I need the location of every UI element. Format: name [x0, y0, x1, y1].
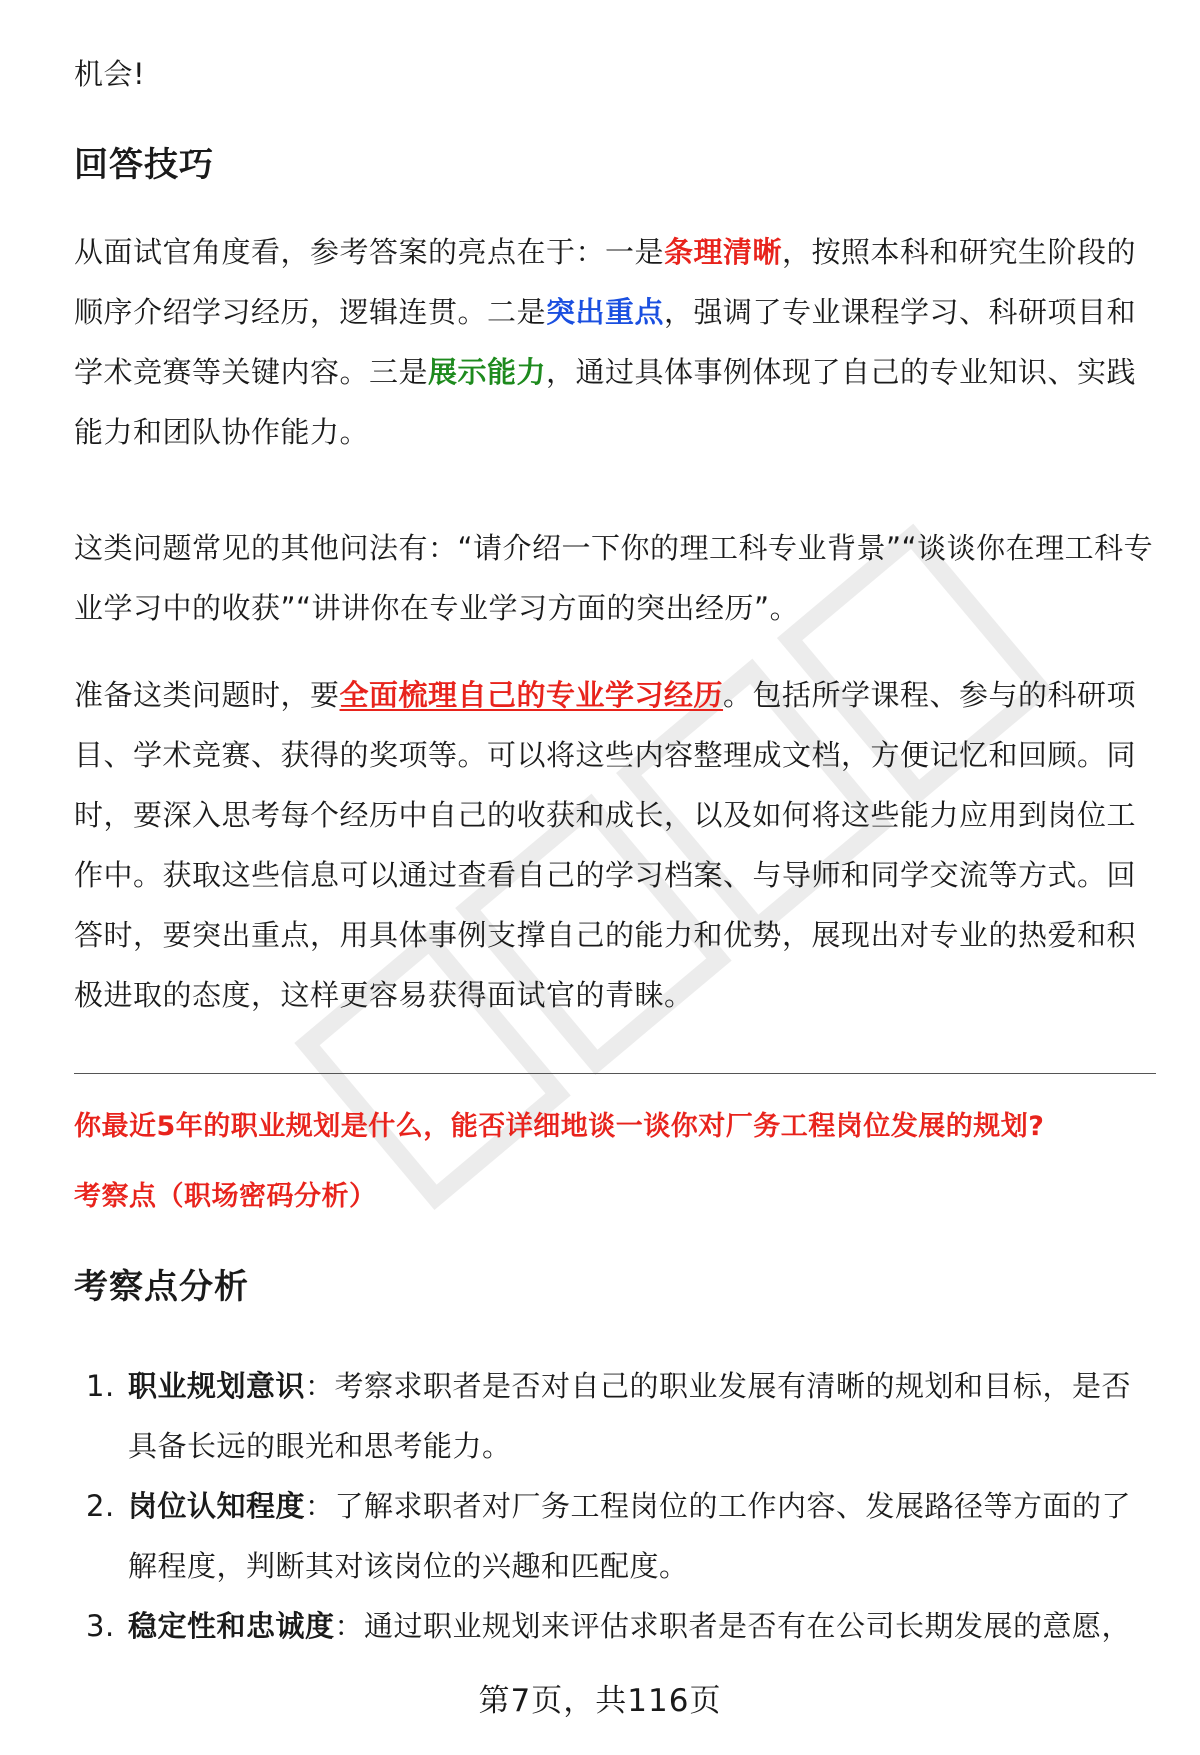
para-text: ，按照本科和研究生阶段的顺序介绍学习经历，逻辑连贯。二是	[74, 235, 1137, 329]
tips-paragraph-2: 这类问题常见的其他问法有：“请介绍一下你的理工科专业背景”“谈谈你在理工科专业学习中的收获”“讲讲你在专业学习方面的突出经历”。	[74, 531, 1154, 625]
list-term: 岗位认知程度	[128, 1489, 306, 1523]
para-text: ，强调了专业课程学习、科研项目和学术竞赛等关键内容。三是	[74, 295, 1137, 389]
divider	[74, 1073, 1156, 1074]
list-number: 3.	[86, 1609, 115, 1643]
list-text: ：了解求职者对厂务工程岗位的工作内容、发展路径等方面的了解程度，判断其对该岗位的兴趣和匹配度。	[128, 1489, 1132, 1583]
section-heading-analysis: 考察点分析	[74, 1267, 249, 1307]
highlight-clear-logic: 条理清晰	[664, 235, 783, 269]
para-text: 从面试官角度看，参考答案的亮点在于：一是	[74, 235, 665, 269]
analysis-list	[74, 1356, 1154, 1656]
list-item	[74, 1476, 1154, 1596]
list-text: ：通过职业规划来评估求职者是否有在公司长期发展的意愿，	[334, 1609, 1132, 1643]
para-text: ，通过具体事例体现了自己的专业知识、实践能力和团队协作能力。	[74, 355, 1137, 449]
tips-paragraph-1	[74, 222, 1154, 462]
list-item	[74, 1596, 1154, 1656]
continued-text: 机会!	[74, 57, 146, 91]
tips-paragraph-3	[74, 665, 1154, 1025]
highlight-show-ability: 展示能力	[428, 355, 547, 389]
list-number: 2.	[86, 1489, 115, 1523]
para-text: 。包括所学课程、参与的科研项目、学术竞赛、获得的奖项等。可以将这些内容整理成文档，方便记忆和回顾。同时，要深入思考每个经历中自己的收获和成长，以及如何将这些能力应用到岗位工作中。获取这些信息可以通过查看自己的学习档案、与导师和同学交流等方式。回答时，要突出重点，用具体事例支撑自己的能力和优势，展现出对专业的热爱和积极进取的态度，这样更容易获得面试官的青睐。	[74, 678, 1137, 1012]
para-text: 准备这类问题时，要	[74, 678, 340, 712]
list-term: 稳定性和忠诚度	[128, 1609, 335, 1643]
list-term: 职业规划意识	[128, 1369, 306, 1403]
list-item	[74, 1356, 1154, 1476]
list-text: ：考察求职者是否对自己的职业发展有清晰的规划和目标，是否具备长远的眼光和思考能力。	[128, 1369, 1132, 1463]
interview-question: 你最近5年的职业规划是什么，能否详细地谈一谈你对厂务工程岗位发展的规划?	[74, 1111, 1045, 1142]
highlight-key-points: 突出重点	[546, 295, 665, 329]
highlight-review-experience: 全面梳理自己的专业学习经历	[339, 678, 724, 712]
page-number: 第7页，共116页	[478, 1683, 722, 1719]
section-heading-answer-tips: 回答技巧	[74, 145, 214, 185]
question-subtitle: 考察点（职场密码分析）	[74, 1181, 377, 1212]
list-number: 1.	[86, 1369, 115, 1403]
